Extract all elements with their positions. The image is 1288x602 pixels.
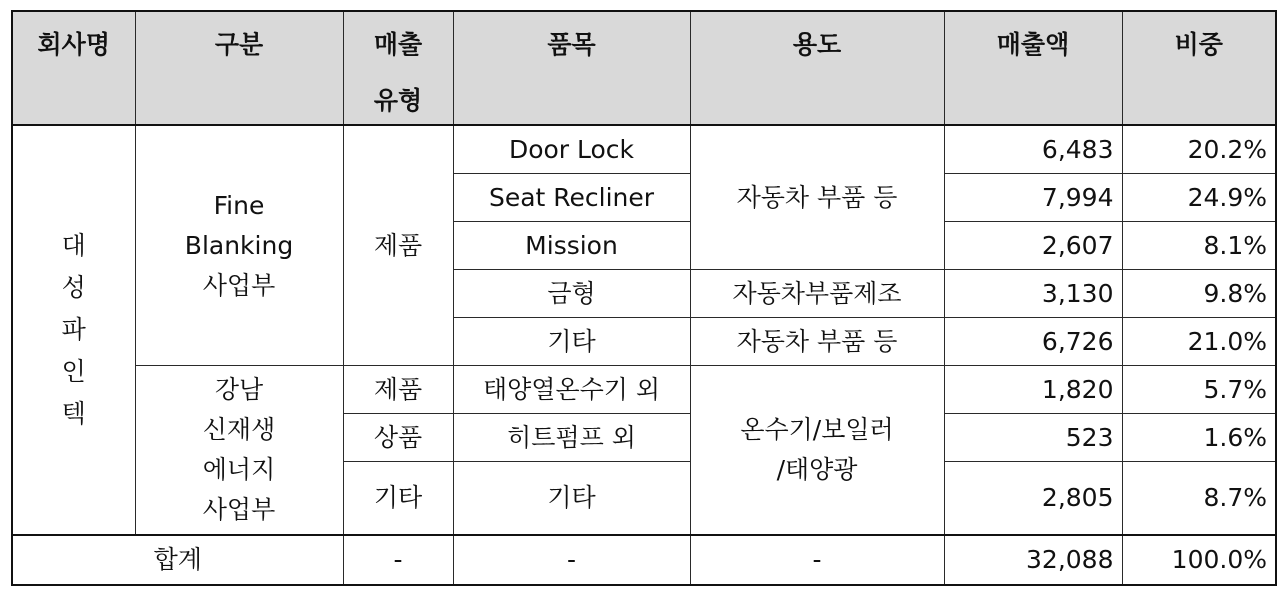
header-usage: 용도	[690, 11, 944, 78]
item-cell: 히트펌프 외	[453, 414, 690, 462]
company-name-cell	[12, 125, 135, 535]
amount-cell: 7,994	[944, 174, 1122, 222]
usage-cell: 자동차 부품 등	[690, 318, 944, 366]
header-amount: 매출액	[944, 11, 1122, 78]
total-type: -	[343, 535, 453, 585]
company-char: 파	[61, 315, 86, 344]
table-row	[12, 125, 1276, 174]
sales-table	[11, 10, 1277, 586]
company-char: 인	[61, 357, 86, 386]
total-label: 합계	[12, 535, 343, 585]
total-usage: -	[690, 535, 944, 585]
ratio-cell: 24.9%	[1122, 174, 1276, 222]
ratio-cell: 1.6%	[1122, 414, 1276, 462]
header-item: 품목	[453, 11, 690, 78]
amount-cell: 3,130	[944, 270, 1122, 318]
ratio-cell: 5.7%	[1122, 366, 1276, 414]
division-line: 사업부	[202, 270, 276, 300]
item-cell: 기타	[453, 318, 690, 366]
amount-cell: 1,820	[944, 366, 1122, 414]
amount-cell: 6,483	[944, 125, 1122, 174]
usage-line: 온수기/보일러	[740, 415, 894, 444]
header-usage-cont	[690, 78, 944, 125]
item-cell: 기타	[453, 462, 690, 536]
header-division-cont	[135, 78, 343, 125]
ratio-cell: 9.8%	[1122, 270, 1276, 318]
header-sales-type-line2: 유형	[343, 78, 453, 125]
usage-cell: 자동차 부품 등	[690, 125, 944, 270]
sales-type-cell: 제품	[343, 125, 453, 366]
usage-cell: 자동차부품제조	[690, 270, 944, 318]
company-char: 텍	[61, 399, 86, 428]
header-ratio: 비중	[1122, 11, 1276, 78]
sales-type-cell: 제품	[343, 366, 453, 414]
total-amount: 32,088	[944, 535, 1122, 585]
item-cell: Seat Recliner	[453, 174, 690, 222]
header-item-cont	[453, 78, 690, 125]
amount-cell: 2,607	[944, 222, 1122, 270]
item-cell: 태양열온수기 외	[453, 366, 690, 414]
sales-type-cell: 상품	[343, 414, 453, 462]
division-line: 사업부	[202, 495, 276, 524]
division-gangnam-energy	[135, 366, 343, 536]
division-line: 강남	[214, 375, 264, 404]
ratio-cell: 8.7%	[1122, 462, 1276, 536]
total-ratio: 100.0%	[1122, 535, 1276, 585]
amount-cell: 523	[944, 414, 1122, 462]
division-line: Blanking	[184, 230, 294, 260]
item-cell: 금형	[453, 270, 690, 318]
amount-cell: 2,805	[944, 462, 1122, 536]
item-cell: Door Lock	[453, 125, 690, 174]
division-line: Fine	[213, 190, 265, 220]
usage-cell-boiler	[690, 366, 944, 536]
sales-type-cell: 기타	[343, 462, 453, 536]
division-line: 에너지	[202, 455, 276, 484]
header-division: 구분	[135, 11, 343, 78]
total-row	[12, 535, 1276, 585]
division-fine-blanking	[135, 125, 343, 366]
header-company: 회사명	[12, 11, 135, 78]
header-company-cont	[12, 78, 135, 125]
company-char: 성	[61, 273, 86, 302]
header-ratio-cont	[1122, 78, 1276, 125]
table-row	[12, 366, 1276, 414]
header-row-2	[12, 78, 1276, 125]
header-amount-cont	[944, 78, 1122, 125]
company-char: 대	[61, 231, 86, 260]
total-item: -	[453, 535, 690, 585]
header-row	[12, 11, 1276, 78]
header-sales-type-line1: 매출	[343, 11, 453, 78]
ratio-cell: 21.0%	[1122, 318, 1276, 366]
amount-cell: 6,726	[944, 318, 1122, 366]
ratio-cell: 20.2%	[1122, 125, 1276, 174]
usage-line: /태양광	[776, 455, 858, 484]
division-line: 신재생	[202, 415, 276, 444]
item-cell: Mission	[453, 222, 690, 270]
ratio-cell: 8.1%	[1122, 222, 1276, 270]
